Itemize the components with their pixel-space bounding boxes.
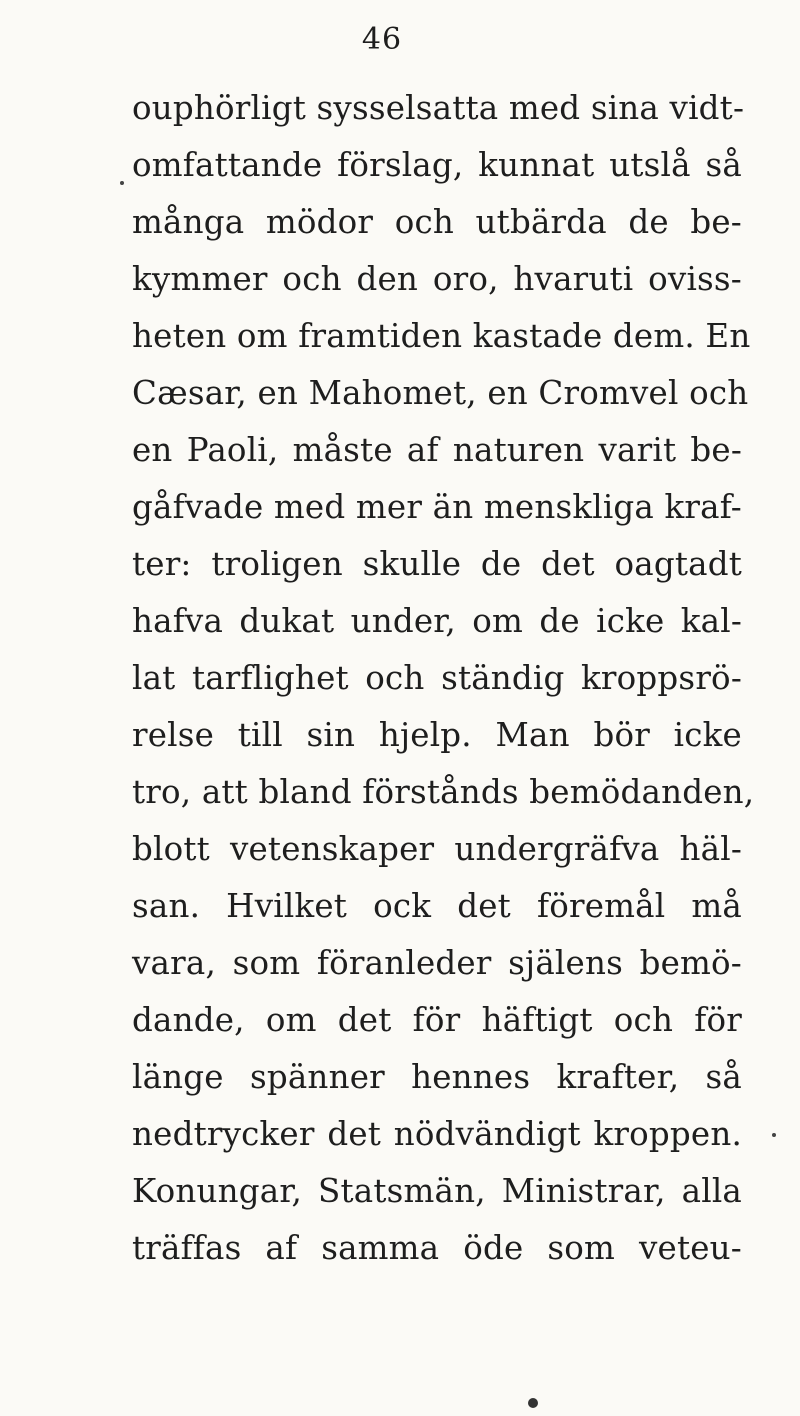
- text-line: många mödor och utbärda de be-: [132, 203, 742, 241]
- text-line: ter: troligen skulle de det oagtadt: [132, 545, 742, 583]
- text-line: ouphörligt sysselsatta med sina vidt-: [132, 89, 745, 127]
- text-line: länge spänner hennes krafter, så: [132, 1058, 742, 1096]
- ink-speck: [120, 181, 124, 185]
- text-line: omfattande förslag, kunnat utslå så: [132, 146, 742, 184]
- ink-speck: [772, 1133, 776, 1137]
- text-line: gåfvade med mer än menskliga kraf-: [132, 488, 742, 526]
- text-line: Konungar, Statsmän, Ministrar, alla: [132, 1172, 742, 1210]
- text-line: relse till sin hjelp. Man bör icke: [132, 716, 742, 754]
- text-line: san. Hvilket ock det föremål må: [132, 887, 742, 925]
- text-line: kymmer och den oro, hvaruti oviss-: [132, 260, 742, 298]
- text-line: tro, att bland förstånds bemödanden,: [132, 773, 755, 811]
- text-line: en Paoli, måste af naturen varit be-: [132, 431, 742, 469]
- text-line: heten om framtiden kastade dem. En: [132, 317, 751, 355]
- body-text: [132, 80, 755, 1277]
- text-line: hafva dukat under, om de icke kal-: [132, 602, 742, 640]
- text-line: dande, om det för häftigt och för: [132, 1001, 742, 1039]
- text-line: lat tarflighet och ständig kroppsrö-: [132, 659, 742, 697]
- text-line: nedtrycker det nödvändigt kroppen.: [132, 1115, 742, 1153]
- text-line: träffas af samma öde som veteu-: [132, 1229, 742, 1267]
- ink-speck: [528, 1398, 538, 1408]
- page-number: 46: [361, 22, 403, 57]
- text-line: vara, som föranleder själens bemö-: [132, 944, 742, 982]
- text-line: Cæsar, en Mahomet, en Cromvel och: [132, 374, 749, 412]
- text-line: blott vetenskaper undergräfva häl-: [132, 830, 742, 868]
